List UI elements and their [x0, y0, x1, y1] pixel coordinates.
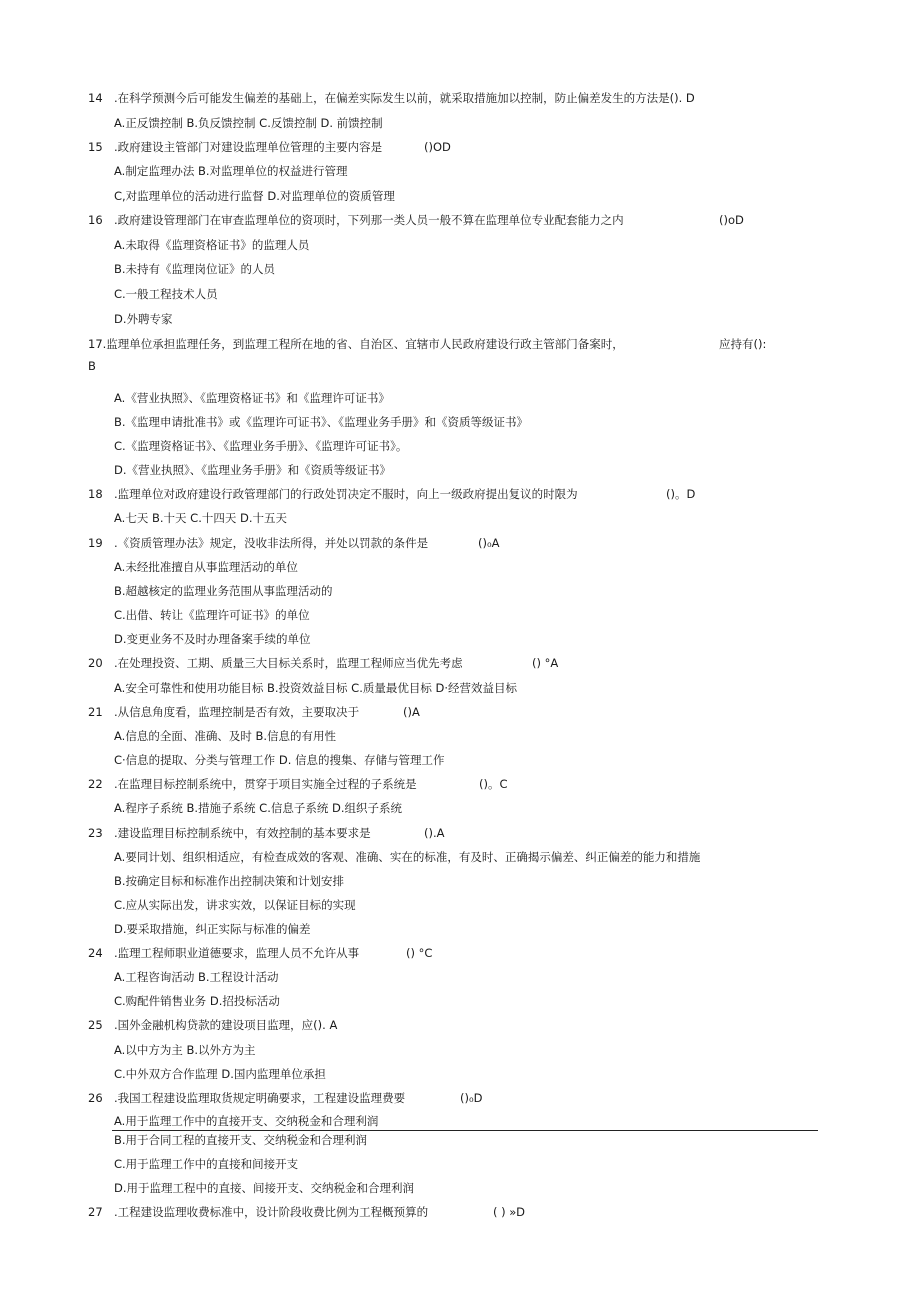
question-number: 22	[88, 777, 103, 791]
option-line: D.用于监理工程中的直接、间接开支、交纳税金和合理利润	[114, 1181, 415, 1195]
answer-mark: ()A	[403, 705, 420, 719]
question-number: 25	[88, 1018, 103, 1032]
question-number: 15	[88, 140, 103, 154]
option-line: C.《监理资格证书》、《监理业务手册》、《监理许可证书》。	[114, 439, 408, 453]
option-line: A.《营业执照》、《监理资格证书》和《监理许可证书》	[114, 391, 390, 405]
option-line: C,对监理单位的活动进行监督 D.对监理单位的资质管理	[114, 189, 395, 203]
question-number: 23	[88, 826, 103, 840]
option-line: A.正反馈控制 B.负反馈控制 C.反馈控制 D. 前馈控制	[114, 116, 383, 130]
question-number: 20	[88, 656, 103, 670]
question-text: .监理工程师职业道德要求，监理人员不允许从事	[114, 946, 360, 960]
answer-mark: () °A	[532, 656, 559, 670]
question-number: 18	[88, 487, 103, 501]
answer-mark: B	[88, 359, 96, 373]
option-line: D.《营业执照》、《监理业务手册》和《资质等级证书》	[114, 463, 392, 477]
answer-mark: ( ) »D	[493, 1205, 525, 1219]
answer-mark: ()₀D	[460, 1091, 483, 1105]
answer-mark: ()OD	[424, 140, 451, 154]
question-text: .从信息角度看，监理控制是否有效，主要取决于	[114, 705, 360, 719]
option-line: C.一般工程技术人员	[114, 287, 218, 301]
option-line: A.制定监理办法 B.对监理单位的权益进行管理	[114, 164, 348, 178]
question-number: 16	[88, 213, 103, 227]
option-line: D.要采取措施，纠正实际与标准的偏差	[114, 922, 311, 936]
option-line: A.安全可靠性和使用功能目标 B.投资效益目标 C.质量最优目标 D·经营效益目标	[114, 681, 518, 695]
answer-mark: ().A	[424, 826, 445, 840]
question-number: 24	[88, 946, 103, 960]
option-line: A.以中方为主 B.以外方为主	[114, 1043, 256, 1057]
question-number: 26	[88, 1091, 103, 1105]
answer-mark: ()oD	[719, 213, 744, 227]
question-text: .在科学预测今后可能发生偏差的基础上，在偏差实际发生以前，就采取措施加以控制，防止偏差发生的方法是(). D	[114, 91, 695, 105]
answer-mark: () °C	[406, 946, 433, 960]
option-line: C.出借、转让《监理许可证书》的单位	[114, 608, 310, 622]
question-text: .我国工程建设监理取货规定明确要求，工程建设监理费要	[114, 1091, 406, 1105]
option-line: D.外聘专家	[114, 312, 173, 326]
question-number: 19	[88, 536, 103, 550]
question-number: 14	[88, 91, 103, 105]
option-line: C.用于监理工作中的直接和间接开支	[114, 1157, 299, 1171]
answer-mark: 应持有():	[719, 337, 767, 351]
option-line: C.应从实际出发，讲求实效，以保证目标的实现	[114, 898, 356, 912]
question-text: .在监理目标控制系统中，贯穿于项目实施全过程的子系统是	[114, 777, 417, 791]
option-line: A.七天 B.十天 C.十四天 D.十五天	[114, 511, 288, 525]
option-line: B.超越核定的监理业务范围从事监理活动的	[114, 584, 333, 598]
option-line: B.未持有《监理岗位证》的人员	[114, 262, 276, 276]
option-line: A.用于监理工作中的直接开支、交纳税金和合理利润	[114, 1114, 379, 1128]
question-text: .政府建设管理部门在审查监理单位的资项时，下列那一类人员一般不算在监理单位专业配套能力之内	[114, 213, 624, 227]
question-text: .政府建设主管部门对建设监理单位管理的主要内容是	[114, 140, 383, 154]
option-line: C.购配件销售业务 D.招投标活动	[114, 994, 280, 1008]
question-text: .国外金融机构贷款的建设项目监理，应(). A	[114, 1018, 338, 1032]
option-line: C·信息的提取、分类与管理工作 D. 信息的搜集、存储与管理工作	[114, 753, 445, 767]
option-line: A.信息的全面、准确、及时 B.信息的有用性	[114, 729, 337, 743]
option-line: A.程序子系统 B.措施子系统 C.信息子系统 D.组织子系统	[114, 801, 403, 815]
option-line: D.变更业务不及时办理备案手续的单位	[114, 632, 311, 646]
answer-mark: ()。C	[479, 777, 508, 791]
answer-mark: ()₀A	[478, 536, 500, 550]
option-line: C.中外双方合作监理 D.国内监理单位承担	[114, 1067, 326, 1081]
divider-line	[112, 1130, 818, 1131]
option-line: A.未经批准擅自从事监理活动的单位	[114, 560, 298, 574]
option-line: B.按确定目标和标准作出控制决策和计划安排	[114, 874, 345, 888]
question-text: 17.监理单位承担监理任务，到监理工程所在地的省、自治区、宜辖市人民政府建设行政主管部门备案时，	[88, 337, 624, 351]
option-line: B.用于合同工程的直接开支、交纳税金和合理利润	[114, 1133, 368, 1147]
question-text: .建设监理目标控制系统中，有效控制的基本要求是	[114, 826, 371, 840]
option-line: A.要同计划、组织相适应，有检查成效的客观、准确、实在的标准，有及时、正确揭示偏差、纠正偏差的能力和措施	[114, 850, 701, 864]
question-text: .工程建设监理收费标准中，设计阶段收费比例为工程概预算的	[114, 1205, 429, 1219]
question-text: .《资质管理办法》规定，没收非法所得，并处以罚款的条件是	[114, 536, 429, 550]
question-number: 21	[88, 705, 103, 719]
option-line: A.工程咨询活动 B.工程设计活动	[114, 970, 279, 984]
question-text: .监理单位对政府建设行政管理部门的行政处罚决定不服时，向上一级政府提出复议的时限为	[114, 487, 578, 501]
question-text: .在处理投资、工期、质量三大目标关系时，监理工程师应当优先考虑	[114, 656, 463, 670]
option-line: B.《监理申请批准书》或《监理许可证书》、《监理业务手册》和《资质等级证书》	[114, 415, 529, 429]
option-line: A.未取得《监理资格证书》的监理人员	[114, 238, 310, 252]
answer-mark: ()。D	[666, 487, 696, 501]
question-number: 27	[88, 1205, 103, 1219]
